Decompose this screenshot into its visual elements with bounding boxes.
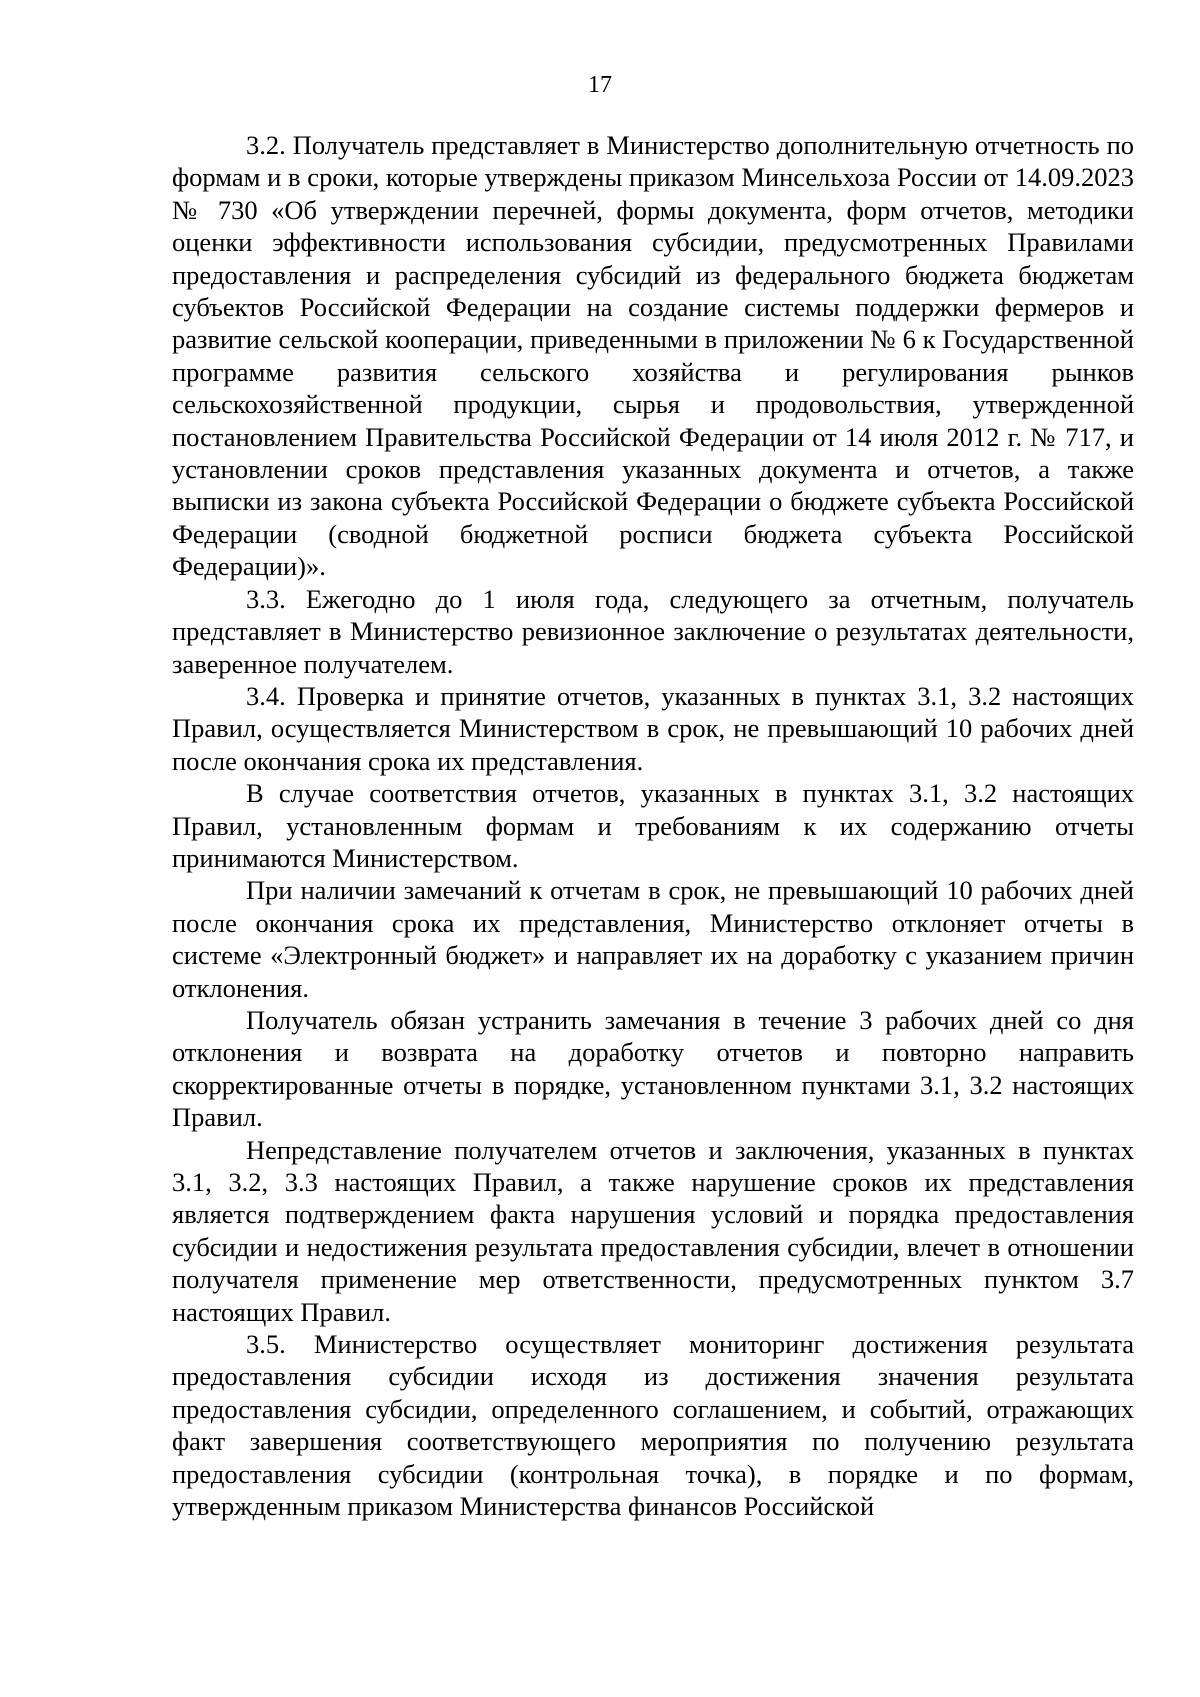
paragraph-3-5: 3.5. Министерство осуществляет мониторинг достижения результата предоставления субсидии исходя из достижения значения результата предоставления субсидии, определенного соглашением, и событий, отражающих факт завершения соответствующего мероприятия по получению результата предоставления субсидии (контрольная точка), в порядке и по формам, утвержденным приказом Министерства финансов Российской	[172, 1329, 1134, 1522]
paragraph-reports-rejected: При наличии замечаний к отчетам в срок, не превышающий 10 рабочих дней после окончания срока их представления, Министерство отклоняет отчеты в системе «Электронный бюджет» и направляет их на доработку с указанием причин отклонения.	[172, 875, 1134, 1003]
paragraph-reports-accepted: В случае соответствия отчетов, указанных в пунктах 3.1, 3.2 настоящих Правил, установленным формам и требованиям к их содержанию отчеты принимаются Министерством.	[172, 778, 1134, 873]
paragraph-3-2: 3.2. Получатель представляет в Министерство дополнительную отчетность по формам и в сроки, которые утверждены приказом Минсельхоза России от 14.09.2023 № 730 «Об утверждении перечней, формы документа, форм отчетов, методики оценки эффективности использования субсидии, предусмотренных Правилами предоставления и распределения субсидий из федерального бюджета бюджетам субъектов Российской Федерации на создание системы поддержки фермеров и развитие сельской кооперации, приведенными в приложении № 6 к Государственной программе развития сельского хозяйства и регулирования рынков сельскохозяйственной продукции, сырья и продовольствия, утвержденной постановлением Правительства Российской Федерации от 14 июля 2012 г. № 717, и установлении сроков представления указанных документа и отчетов, а также выписки из закона субъекта Российской Федерации о бюджете субъекта Российской Федерации (сводной бюджетной росписи бюджета субъекта Российской Федерации)».	[172, 130, 1134, 582]
page-number: 17	[588, 72, 612, 98]
paragraph-non-submission: Непредставление получателем отчетов и заключения, указанных в пунктах 3.1, 3.2, 3.3 настоящих Правил, а также нарушение сроков их представления является подтверждением факта нарушения условий и порядка предоставления субсидии и недостижения результата предоставления субсидии, влечет в отношении получателя применение мер ответственности, предусмотренных пунктом 3.7 настоящих Правил.	[172, 1134, 1134, 1327]
paragraph-corrections: Получатель обязан устранить замечания в течение 3 рабочих дней со дня отклонения и возврата на доработку отчетов и повторно направить скорректированные отчеты в порядке, установленном пунктами 3.1, 3.2 настоящих Правил.	[172, 1004, 1134, 1133]
document-body	[172, 129, 1134, 1522]
paragraph-3-3: 3.3. Ежегодно до 1 июля года, следующего за отчетным, получатель представляет в Министерство ревизионное заключение о результатах деятельности, заверенное получателем.	[172, 583, 1134, 679]
paragraph-3-4: 3.4. Проверка и принятие отчетов, указанных в пунктах 3.1, 3.2 настоящих Правил, осуществляется Министерством в срок, не превышающий 10 рабочих дней после окончания срока их представления.	[172, 680, 1134, 776]
